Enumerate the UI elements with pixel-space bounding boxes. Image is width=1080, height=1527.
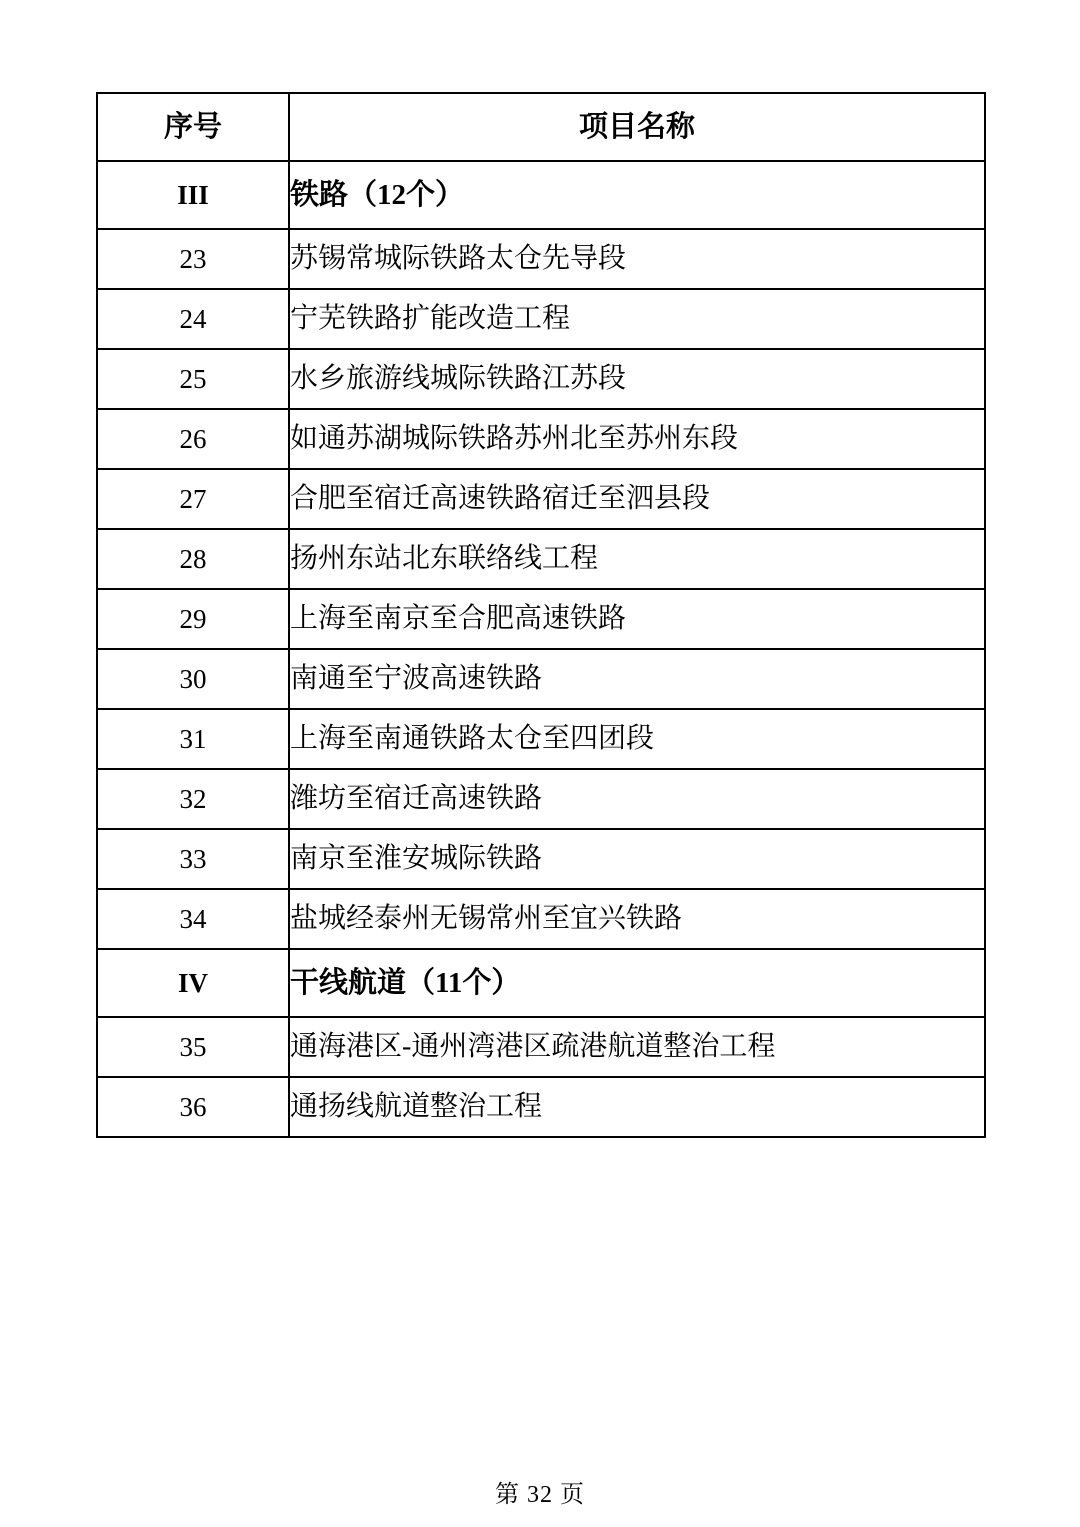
row-project-name-cell: 扬州东站北东联络线工程 bbox=[289, 529, 985, 589]
row-project-name-cell: 宁芜铁路扩能改造工程 bbox=[289, 289, 985, 349]
project-list-table-wrapper bbox=[96, 92, 984, 1138]
row-index-cell: 25 bbox=[97, 349, 289, 409]
row-project-name-cell: 南京至淮安城际铁路 bbox=[289, 829, 985, 889]
row-index-cell: 36 bbox=[97, 1077, 289, 1137]
row-index-cell: 32 bbox=[97, 769, 289, 829]
column-header-num: 序号 bbox=[97, 93, 289, 161]
row-project-name-cell: 如通苏湖城际铁路苏州北至苏州东段 bbox=[289, 409, 985, 469]
row-index-cell: 30 bbox=[97, 649, 289, 709]
table-header-row bbox=[97, 93, 985, 161]
page-footer-label: 第 32 页 bbox=[495, 1482, 585, 1508]
table-row bbox=[97, 529, 985, 589]
project-list-table bbox=[96, 92, 986, 1138]
row-project-name-cell: 苏锡常城际铁路太仓先导段 bbox=[289, 229, 985, 289]
row-index-cell: 35 bbox=[97, 1017, 289, 1077]
table-row bbox=[97, 409, 985, 469]
row-index-cell: IV bbox=[97, 949, 289, 1017]
table-row bbox=[97, 589, 985, 649]
row-index-cell: 27 bbox=[97, 469, 289, 529]
row-index-cell: III bbox=[97, 161, 289, 229]
column-header-name: 项目名称 bbox=[289, 93, 985, 161]
table-row bbox=[97, 1017, 985, 1077]
table-row bbox=[97, 289, 985, 349]
table-row bbox=[97, 469, 985, 529]
row-project-name-cell: 干线航道（11个） bbox=[289, 949, 985, 1017]
row-project-name-cell: 上海至南通铁路太仓至四团段 bbox=[289, 709, 985, 769]
row-index-cell: 33 bbox=[97, 829, 289, 889]
row-project-name-cell: 合肥至宿迁高速铁路宿迁至泗县段 bbox=[289, 469, 985, 529]
table-row bbox=[97, 1077, 985, 1137]
row-project-name-cell: 通海港区-通州湾港区疏港航道整治工程 bbox=[289, 1017, 985, 1077]
row-project-name-cell: 潍坊至宿迁高速铁路 bbox=[289, 769, 985, 829]
row-index-cell: 28 bbox=[97, 529, 289, 589]
row-project-name-cell: 铁路（12个） bbox=[289, 161, 985, 229]
table-group-row bbox=[97, 949, 985, 1017]
table-row bbox=[97, 229, 985, 289]
row-project-name-cell: 南通至宁波高速铁路 bbox=[289, 649, 985, 709]
row-project-name-cell: 盐城经泰州无锡常州至宜兴铁路 bbox=[289, 889, 985, 949]
row-index-cell: 23 bbox=[97, 229, 289, 289]
row-project-name-cell: 水乡旅游线城际铁路江苏段 bbox=[289, 349, 985, 409]
row-index-cell: 31 bbox=[97, 709, 289, 769]
table-row bbox=[97, 829, 985, 889]
table-row bbox=[97, 889, 985, 949]
table-row bbox=[97, 709, 985, 769]
table-row bbox=[97, 649, 985, 709]
table-row bbox=[97, 349, 985, 409]
row-index-cell: 29 bbox=[97, 589, 289, 649]
row-index-cell: 34 bbox=[97, 889, 289, 949]
row-project-name-cell: 上海至南京至合肥高速铁路 bbox=[289, 589, 985, 649]
table-group-row bbox=[97, 161, 985, 229]
page-footer bbox=[0, 1472, 1080, 1511]
row-index-cell: 24 bbox=[97, 289, 289, 349]
row-project-name-cell: 通扬线航道整治工程 bbox=[289, 1077, 985, 1137]
row-index-cell: 26 bbox=[97, 409, 289, 469]
table-row bbox=[97, 769, 985, 829]
